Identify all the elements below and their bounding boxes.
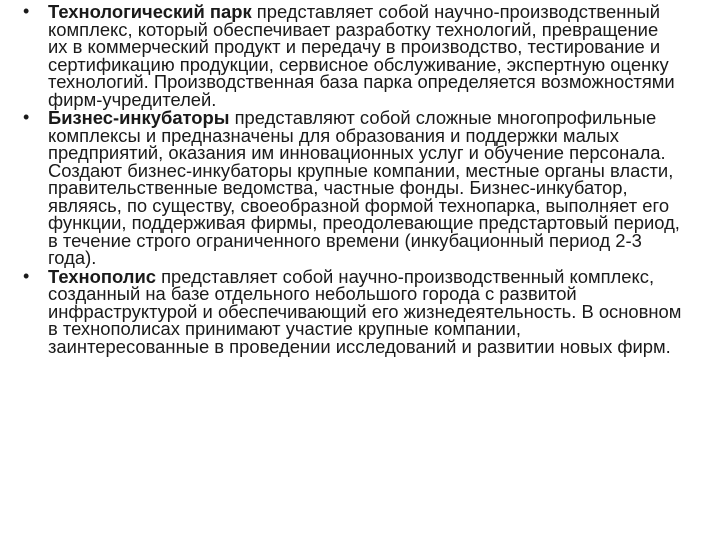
term-business-incubators: Бизнес-инкубаторы bbox=[48, 107, 230, 128]
bullet-icon: • bbox=[23, 265, 30, 286]
description-technopark: представляет собой научно-производственный комплекс, который обеспечивает разработку технологий, превращение их в коммерческий продукт и передачу в производство, тестирование и сертификацию продукции, сервисное обслуживание, экспертную оценку технологий. Производственная база парка определяется возможностями фирм-учредителей. bbox=[48, 1, 675, 110]
bullet-item-technopolis bbox=[22, 265, 682, 357]
bullet-item-technopark bbox=[22, 3, 682, 108]
bullet-icon: • bbox=[23, 107, 30, 127]
bullet-list bbox=[22, 3, 682, 356]
description-business-incubators: представляют собой сложные многопрофильные комплексы и предназначены для образования и поддержки малых предприятий, оказания им инновационных услуг и обучение персонала. Создают бизнес-инкубаторы крупные компании, местные органы власти, правительственные ведомства, частные фонды. Бизнес-инкубатор, являясь, по существу, своеобразной формой технопарка, выполняет его функции, поддерживая фирмы, преодолевающие предстартовый период, в течение строго ограниченного времени (инкубационный период 2-3 года). bbox=[48, 107, 680, 268]
bullet-item-business-incubators bbox=[22, 109, 682, 267]
term-technopark: Технологический парк bbox=[48, 1, 252, 22]
description-technopolis: представляет собой научно-производственный комплекс, созданный на базе отдельного небольшого города с развитой инфраструктурой и обеспечивающий его жизнедеятельность. В основном в технополисах принимают участие крупные компании, заинтересованные в проведении исследований и развитии новых фирм. bbox=[48, 265, 682, 357]
bullet-icon: • bbox=[23, 1, 30, 21]
term-technopolis: Технополис bbox=[48, 265, 156, 287]
